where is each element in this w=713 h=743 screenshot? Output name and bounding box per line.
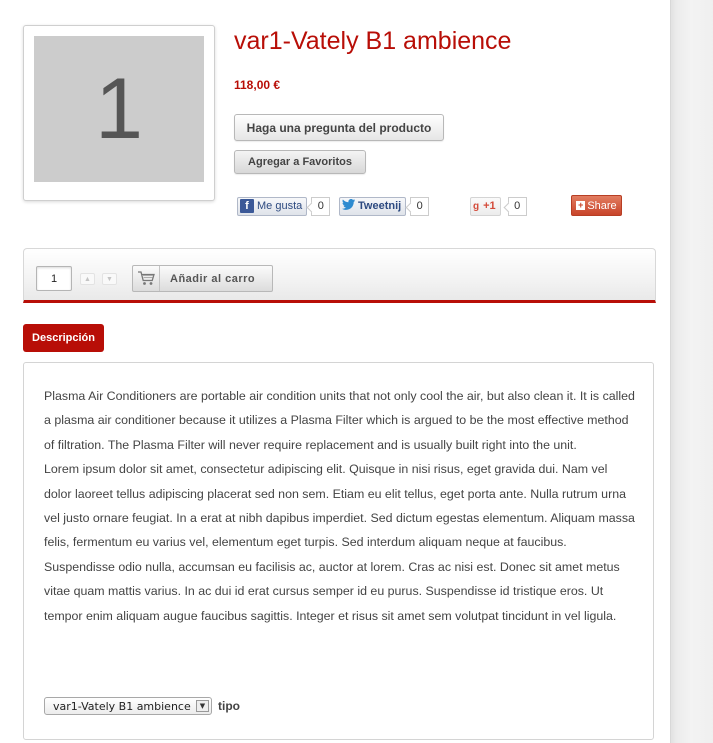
tab-description[interactable]: Descripción [23, 324, 104, 352]
variant-label: tipo [218, 699, 240, 713]
quantity-decrease-button[interactable] [102, 273, 117, 285]
product-title: var1-Vately B1 ambience [234, 27, 512, 55]
variant-row [44, 697, 240, 715]
add-to-cart-button[interactable] [132, 265, 273, 292]
plus-icon: + [578, 200, 584, 210]
facebook-like-label: Me gusta [257, 200, 303, 212]
chevron-down-icon: ▼ [196, 700, 209, 712]
quantity-increase-button[interactable] [80, 273, 95, 285]
placeholder-number: 1 [95, 60, 143, 157]
twitter-bird-icon [342, 199, 355, 213]
twitter-widget [339, 196, 429, 216]
product-image-placeholder [34, 36, 204, 182]
ask-question-button[interactable]: Haga una pregunta del producto [234, 114, 444, 141]
product-price: 118,00 € [234, 78, 281, 92]
right-gutter [670, 0, 713, 743]
tweet-count: 0 [410, 197, 429, 216]
google-plus-count: 0 [508, 197, 527, 216]
shopping-cart-icon [133, 266, 160, 291]
add-to-cart-panel [23, 248, 656, 303]
google-plus-label: +1 [483, 200, 496, 212]
variant-selected-value: var1-Vately B1 ambience [53, 699, 191, 713]
add-to-cart-label: Añadir al carro [170, 272, 256, 285]
description-paragraph: Lorem ipsum dolor sit amet, consectetur adipiscing elit. Quisque in nisi risus, eget gravida dui. Nam vel dolor laoreet tellus adipiscing placerat sed non sem. Etiam eu elit tellus, eget porta ante. Nulla rutrum urna vel justo ornare feugiat. In a erat at nibh dapibus imperdiet. Sed dictum egestas elementum. Aliquam massa felis, fermentum eu varius vel, elementum eget turpis. Sed interdum aliquam neque at faucibus. Suspendisse odio nulla, accumsan eu facilisis ac, auctor at lorem. Cras ac nisi est. Donec sit amet metus vitae quam mattis varius. In ac dui id erat cursus semper id eu purus. Suspendisse id tristique eros. Ut tempor enim aliquam augue faucibus sagittis. Integer et risus sit amet sem volutpat tincidunt in vel ligula. [44, 462, 635, 623]
add-favorites-button[interactable]: Agregar a Favoritos [234, 150, 366, 174]
description-panel [23, 362, 654, 740]
google-plus-button[interactable] [470, 197, 501, 216]
tweet-button[interactable] [339, 197, 406, 216]
description-text [44, 384, 636, 628]
product-image-frame[interactable] [23, 25, 215, 201]
description-paragraph: Plasma Air Conditioners are portable air condition units that not only cool the air, but also clean it. It is called a plasma air conditioner because it utilizes a Plasma Filter which is argued to be the most effective method of filtration. The Plasma Filter will never require replacement and is usually built right into the unit. [44, 389, 635, 452]
tweet-label: Tweetnij [358, 200, 402, 212]
chevron-down-icon: ▼ [106, 275, 113, 283]
facebook-like-count: 0 [311, 197, 330, 216]
share-label: Share [587, 199, 617, 212]
chevron-up-icon: ▲ [84, 275, 91, 283]
google-plus-icon: g [473, 200, 480, 212]
google-plus-widget [470, 196, 527, 216]
share-button[interactable] [571, 195, 622, 216]
variant-select[interactable] [44, 697, 212, 715]
facebook-like-widget [237, 196, 330, 216]
facebook-icon: f [240, 199, 254, 213]
facebook-like-button[interactable] [237, 197, 307, 216]
quantity-input[interactable]: 1 [36, 266, 72, 291]
